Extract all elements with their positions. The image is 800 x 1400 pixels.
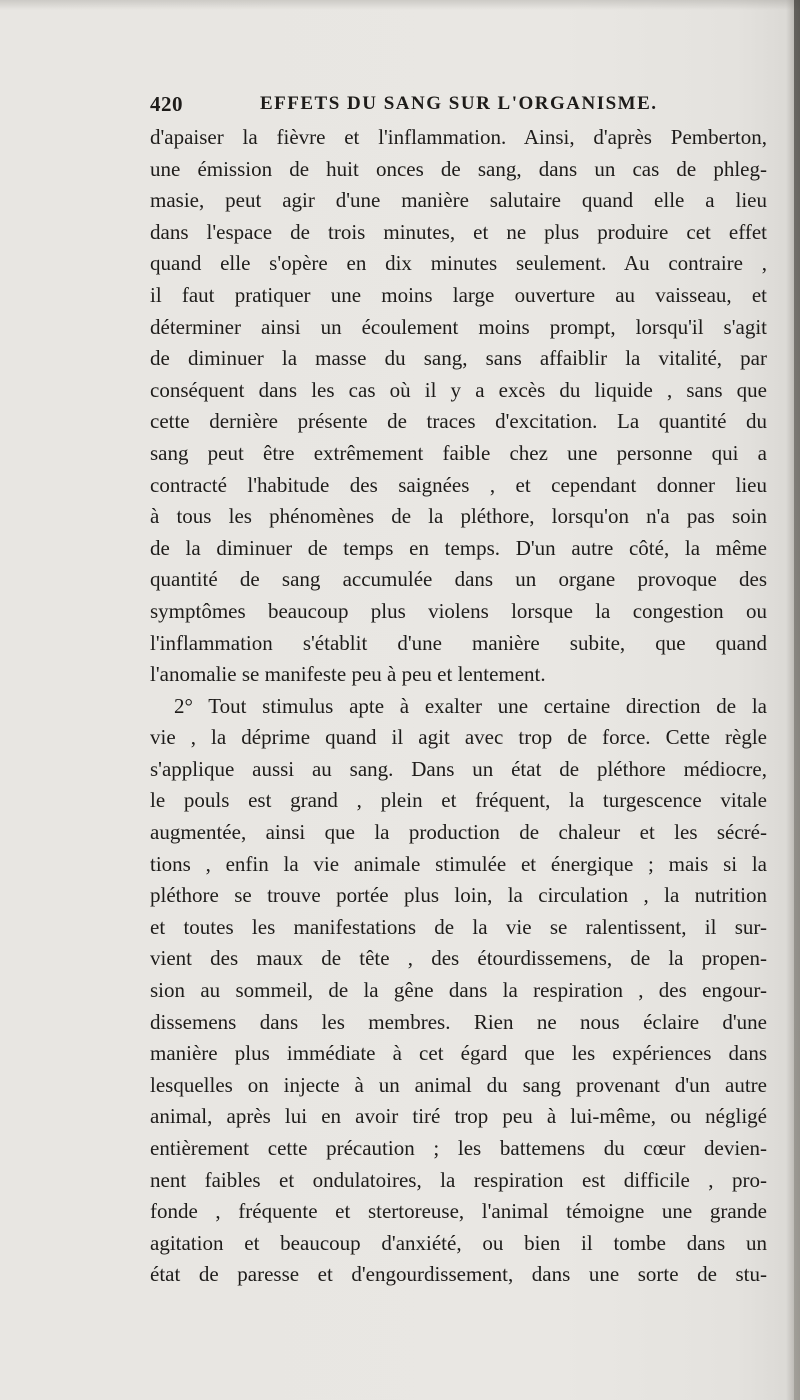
text-line: cette dernière présente de traces d'excitation. La quantité du — [150, 409, 767, 434]
text-line: nent faibles et ondulatoires, la respiration est difficile , pro- — [150, 1167, 767, 1192]
paragraph-last-line: l'anomalie se manifeste peu à peu et lentement. — [150, 662, 546, 687]
text-line: s'applique aussi au sang. Dans un état de pléthore médiocre, — [150, 756, 767, 781]
text-line: vient des maux de tête , des étourdissemens, de la propen- — [150, 946, 767, 971]
text-line: conséquent dans les cas où il y a excès du liquide , sans que — [150, 377, 767, 402]
page-header — [150, 92, 770, 124]
text-line: sion au sommeil, de la gêne dans la respiration , des engour- — [150, 978, 767, 1003]
page-edge-binding — [794, 0, 800, 1400]
text-line: animal, après lui en avoir tiré trop peu à lui-même, ou négligé — [150, 1104, 767, 1129]
text-line: quand elle s'opère en dix minutes seulement. Au contraire , — [150, 251, 767, 276]
text-line: de la diminuer de temps en temps. D'un autre côté, la même — [150, 535, 767, 560]
text-line: dans l'espace de trois minutes, et ne plus produire cet effet — [150, 219, 767, 244]
text-line: à tous les phénomènes de la pléthore, lorsqu'on n'a pas soin — [150, 504, 767, 529]
text-line: déterminer ainsi un écoulement moins prompt, lorsqu'il s'agit — [150, 314, 767, 339]
text-line: il faut pratiquer une moins large ouverture au vaisseau, et — [150, 282, 767, 307]
text-line: agitation et beaucoup d'anxiété, ou bien il tombe dans un — [150, 1230, 767, 1255]
text-line: dissemens dans les membres. Rien ne nous éclaire d'une — [150, 1009, 767, 1034]
running-head: EFFETS DU SANG SUR L'ORGANISME. — [260, 93, 658, 114]
text-line: état de paresse et d'engourdissement, dans une sorte de stu- — [150, 1262, 767, 1287]
paragraph-first-line: 2° Tout stimulus apte à exalter une certaine direction de la — [174, 693, 767, 718]
text-line: entièrement cette précaution ; les battemens du cœur devien- — [150, 1136, 767, 1160]
page-number: 420 — [150, 92, 183, 116]
body-text — [150, 122, 767, 1291]
text-line: quantité de sang accumulée dans un organe provoque des — [150, 567, 767, 592]
text-line: fonde , fréquente et stertoreuse, l'animal témoigne une grande — [150, 1199, 767, 1224]
text-line: sang peut être extrêmement faible chez une personne qui a — [150, 440, 767, 465]
text-line: une émission de huit onces de sang, dans un cas de phleg- — [150, 156, 767, 181]
text-line: manière plus immédiate à cet égard que les expériences dans — [150, 1041, 767, 1066]
text-line: d'apaiser la fièvre et l'inflammation. Ainsi, d'après Pemberton, — [150, 125, 767, 149]
text-line: tions , enfin la vie animale stimulée et énergique ; mais si la — [150, 851, 767, 876]
text-line: l'inflammation s'établit d'une manière subite, que quand — [150, 630, 767, 655]
text-line: vie , la déprime quand il agit avec trop de force. Cette règle — [150, 725, 767, 750]
text-line: symptômes beaucoup plus violens lorsque la congestion ou — [150, 598, 767, 623]
text-line: masie, peut agir d'une manière salutaire quand elle a lieu — [150, 188, 767, 213]
text-line: le pouls est grand , plein et fréquent, la turgescence vitale — [150, 788, 767, 813]
text-line: contracté l'habitude des saignées , et cependant donner lieu — [150, 472, 767, 497]
text-line: de diminuer la masse du sang, sans affaiblir la vitalité, par — [150, 346, 767, 371]
text-line: pléthore se trouve portée plus loin, la circulation , la nutrition — [150, 883, 767, 908]
text-line: augmentée, ainsi que la production de chaleur et les sécré- — [150, 820, 767, 845]
text-line: et toutes les manifestations de la vie se ralentissent, il sur- — [150, 914, 767, 939]
page-top-shade — [0, 0, 800, 10]
text-line: lesquelles on injecte à un animal du sang provenant d'un autre — [150, 1072, 767, 1097]
